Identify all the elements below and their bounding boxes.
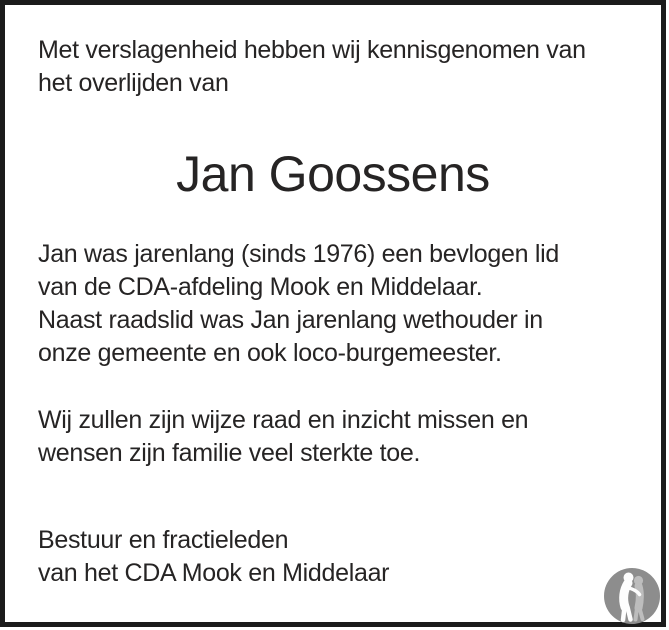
tribute-line: onze gemeente en ook loco-burgemeester. — [38, 339, 502, 367]
intro-line: het overlijden van — [38, 69, 229, 97]
memorial-figures-icon — [603, 567, 661, 625]
signature-line: Bestuur en fractieleden — [38, 526, 289, 554]
tribute-line: Naast raadslid was Jan jarenlang wethouder in — [38, 306, 543, 334]
tribute-line: Jan was jarenlang (sinds 1976) een bevlogen lid — [38, 240, 559, 268]
tribute-paragraph — [5, 238, 661, 370]
signature-line: van het CDA Mook en Middelaar — [38, 559, 390, 587]
signature-paragraph — [5, 524, 661, 590]
condolence-paragraph — [5, 404, 661, 470]
condolence-line: wensen zijn familie veel sterkte toe. — [38, 439, 421, 467]
deceased-name: Jan Goossens — [176, 146, 490, 202]
intro-text — [5, 34, 661, 100]
condolence-line: Wij zullen zijn wijze raad en inzicht missen en — [38, 406, 529, 434]
tribute-line: van de CDA-afdeling Mook en Middelaar. — [38, 273, 483, 301]
intro-line: Met verslagenheid hebben wij kennisgenomen van — [38, 36, 586, 64]
